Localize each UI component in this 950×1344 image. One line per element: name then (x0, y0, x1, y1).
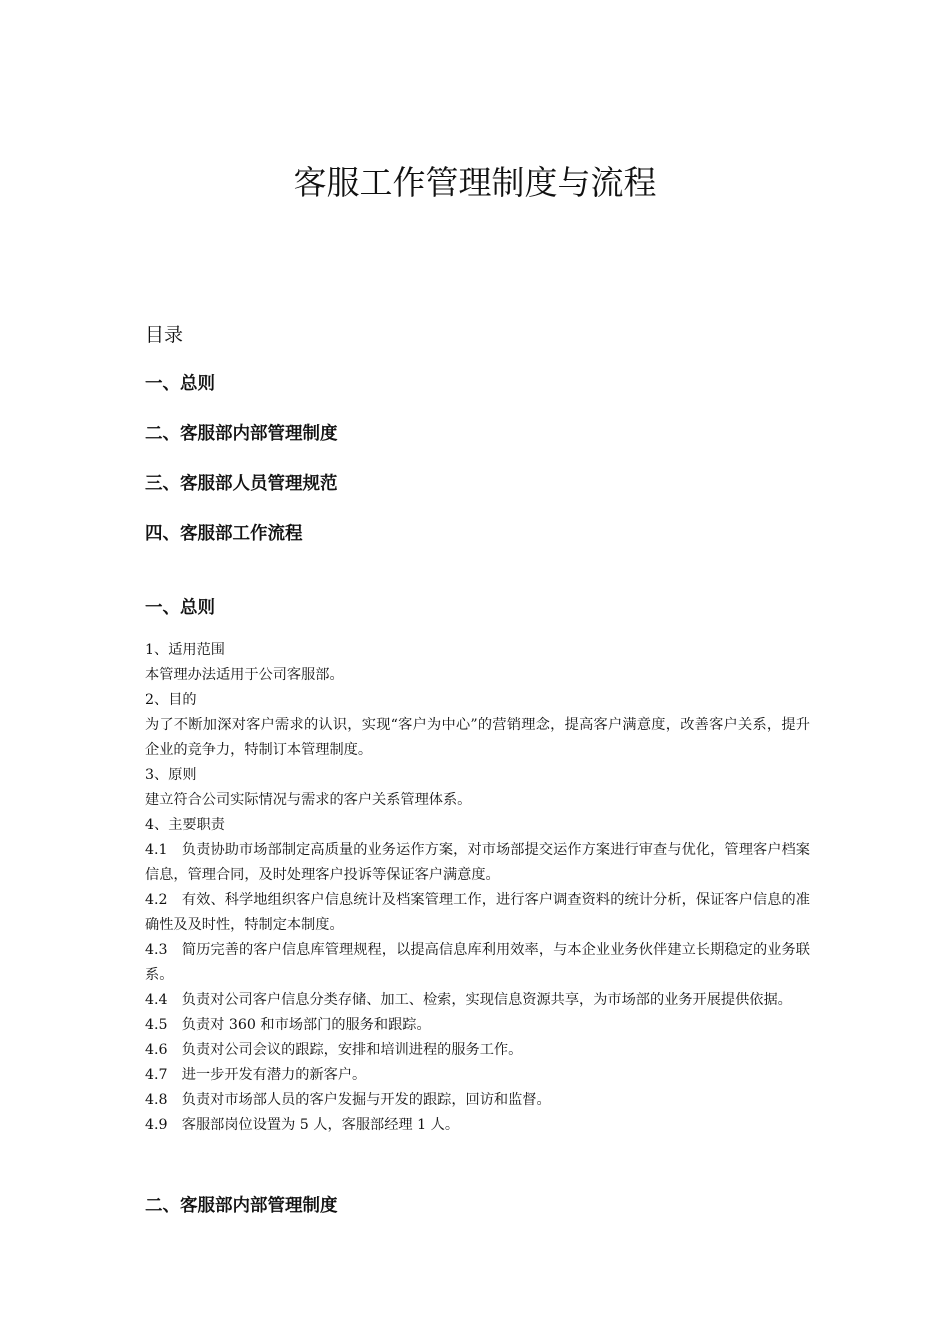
paragraph: 4、主要职责 (145, 817, 225, 833)
toc-item-workflow[interactable]: 四、客服部工作流程 (145, 524, 303, 544)
table-of-contents (145, 371, 338, 571)
paragraph: 4.7 进一步开发有潜力的新客户。 (145, 1067, 367, 1083)
paragraph: 2、目的 (145, 692, 197, 708)
section-heading-internal-management: 二、客服部内部管理制度 (145, 1196, 338, 1216)
toc-item-general[interactable]: 一、总则 (145, 374, 215, 394)
paragraph: 为了不断加深对客户需求的认识，实现“客户为中心”的营销理念，提高客户满意度，改善客户关系，提升企业的竞争力，特制订本管理制度。 (145, 717, 810, 758)
toc-item-internal-management[interactable]: 二、客服部内部管理制度 (145, 424, 338, 444)
paragraph: 4.9 客服部岗位设置为 5 人，客服部经理 1 人。 (145, 1117, 460, 1133)
paragraph: 4.8 负责对市场部人员的客户发掘与开发的跟踪，回访和监督。 (145, 1092, 551, 1108)
document-title: 客服工作管理制度与流程 (293, 163, 657, 202)
paragraph: 4.3 简历完善的客户信息库管理规程，以提高信息库利用效率，与本企业业务伙伴建立长期稳定的业务联系。 (145, 942, 810, 983)
paragraph: 4.2 有效、科学地组织客户信息统计及档案管理工作，进行客户调查资料的统计分析，保证客户信息的准确性及及时性，特制定本制度。 (145, 892, 810, 933)
section-heading-general: 一、总则 (145, 598, 215, 618)
toc-item-personnel-norms[interactable]: 三、客服部人员管理规范 (145, 474, 338, 494)
paragraph: 4.1 负责协助市场部制定高质量的业务运作方案，对市场部提交运作方案进行审查与优化，管理客户档案信息，管理合同，及时处理客户投诉等保证客户满意度。 (145, 842, 810, 883)
paragraph: 4.6 负责对公司会议的跟踪，安排和培训进程的服务工作。 (145, 1042, 523, 1058)
paragraph: 本管理办法适用于公司客服部。 (145, 667, 344, 683)
paragraph: 4.4 负责对公司客户信息分类存储、加工、检索，实现信息资源共享，为市场部的业务开展提供依据。 (145, 992, 792, 1008)
paragraph: 3、原则 (145, 767, 197, 783)
paragraph: 建立符合公司实际情况与需求的客户关系管理体系。 (145, 792, 472, 808)
section-body-general (145, 638, 810, 1138)
paragraph: 1、适用范围 (145, 642, 225, 658)
toc-label: 目录 (145, 324, 184, 346)
paragraph: 4.5 负责对 360 和市场部门的服务和跟踪。 (145, 1017, 431, 1033)
